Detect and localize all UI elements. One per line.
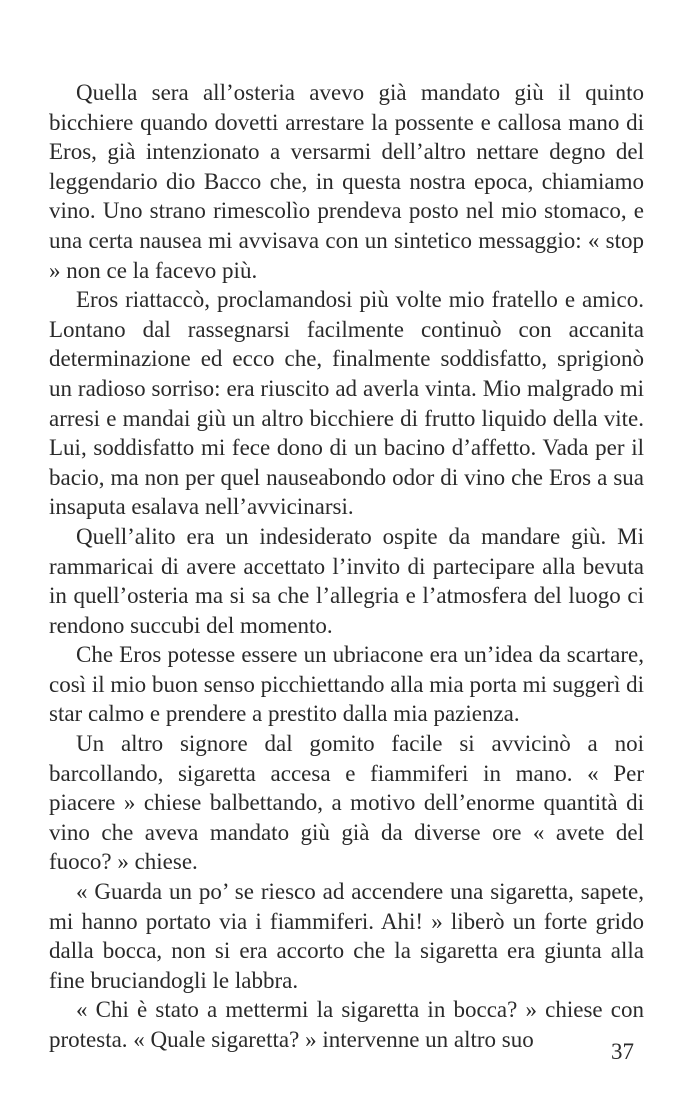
page-number: 37 xyxy=(611,1039,634,1064)
paragraph-6: « Guarda un po’ se riesco ad accendere una sigaretta, sapete, mi hanno portato via i fiammiferi. Ahi! » liberò un forte grido dalla bocca, non si era accorto che la sigaretta era giunta alla fine bruciandogli le labbra. xyxy=(49,879,644,993)
paragraph-4: Che Eros potesse essere un ubriacone era un’idea da scartare, così il mio buon senso picchiettando alla mia porta mi suggerì di star calmo e prendere a prestito dalla mia pazienza. xyxy=(49,642,644,727)
paragraph-3: Quell’alito era un indesiderato ospite da mandare giù. Mi rammaricai di avere accettato l’invito di partecipare alla bevuta in quell’osteria ma si sa che l’allegria e l’atmosfera del luogo ci rendono succubi del momento. xyxy=(49,523,644,638)
paragraph-1: Quella sera all’osteria avevo già mandato giù il quinto bicchiere quando dovetti arrestare la possente e callosa mano di Eros, già intenzionato a versarmi dell’altro nettare degno del leggendario dio Bacco che, in questa nostra epoca, chiamiamo vino. Uno strano rimescolìo prendeva posto nel mio stomaco, e una certa nausea mi avvisava con un sintetico messaggio: « stop » non ce la facevo più. xyxy=(49,80,644,283)
paragraph-7: « Chi è stato a mettermi la sigaretta in bocca? » chiese con protesta. « Quale sigaretta? » intervenne un altro suo xyxy=(49,997,644,1052)
paragraph-5: Un altro signore dal gomito facile si avvicinò a noi barcollando, sigaretta accesa e fiammiferi in mano. « Per piacere » chiese balbettando, a motivo dell’enorme quantità di vino che aveva mandato giù già da diverse ore « avete del fuoco? » chiese. xyxy=(49,731,644,875)
paragraph-2: Eros riattaccò, proclamandosi più volte mio fratello e amico. Lontano dal rassegnarsi facilmente continuò con accanita determinazione ed ecco che, finalmente soddisfatto, sprigionò un radioso sorriso: era riuscito ad averla vinta. Mio malgrado mi arresi e mandai giù un altro bicchiere di frutto liquido della vite. Lui, soddisfatto mi fece dono di un bacino d’affetto. Vada per il bacio, ma non per quel nauseabondo odor di vino che Eros a sua insaputa esalava nell’avvicinarsi. xyxy=(49,287,644,520)
page-body xyxy=(49,78,644,1055)
